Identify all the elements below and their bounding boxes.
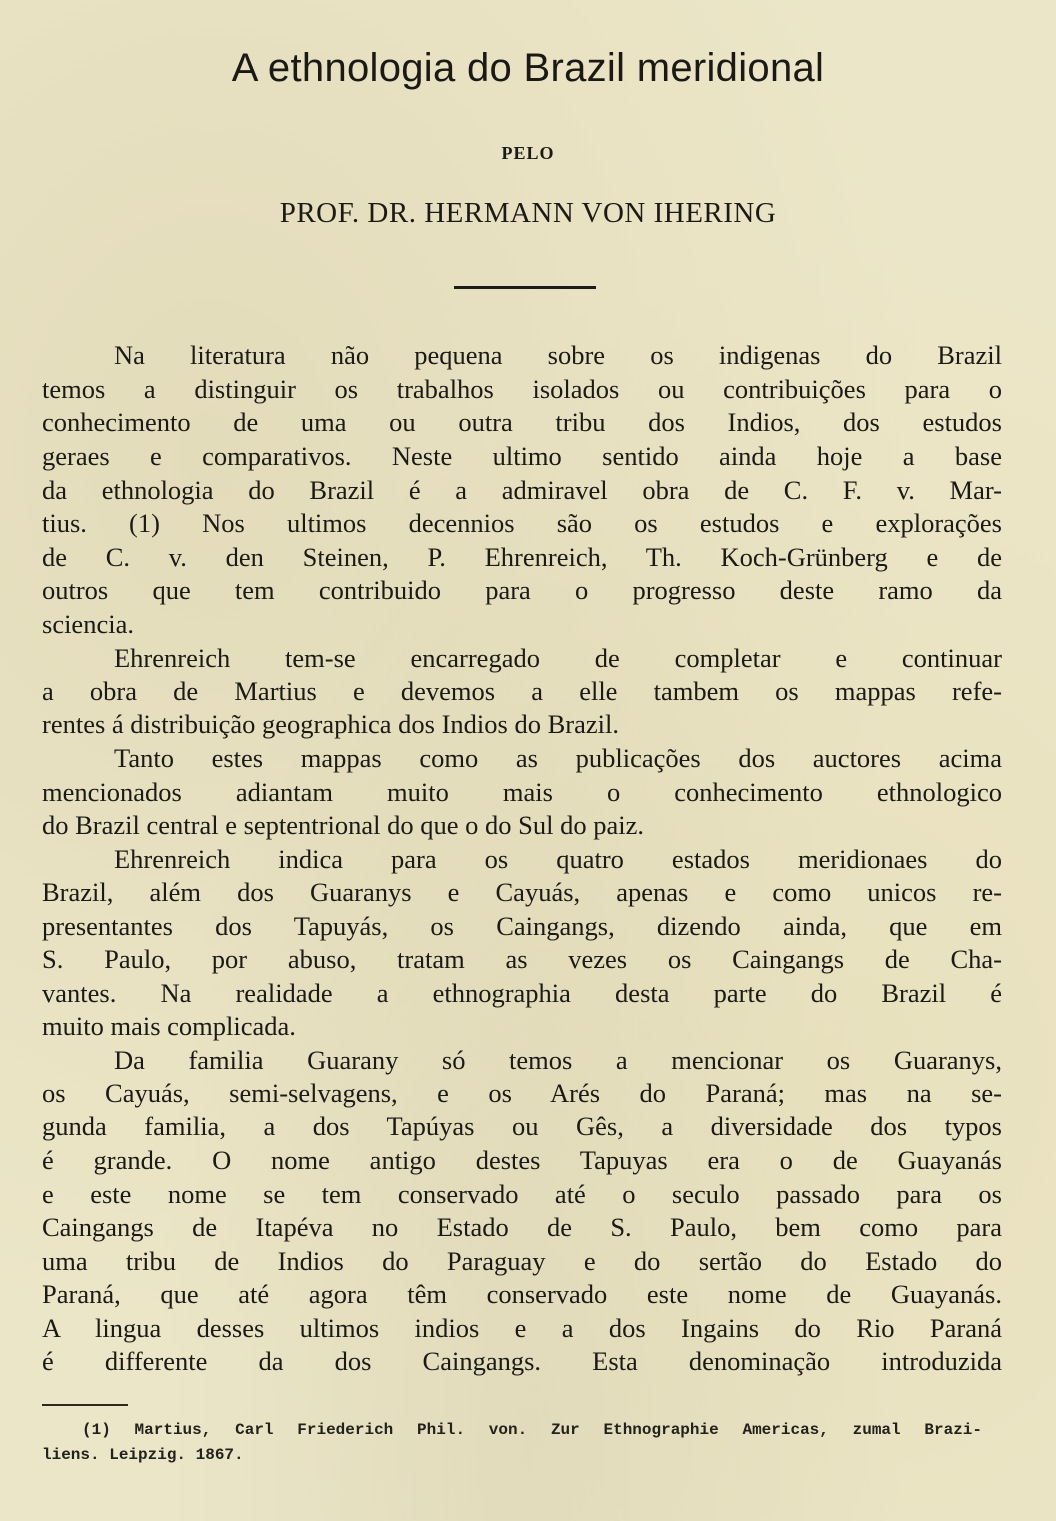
- byline-prefix: PELO: [501, 143, 555, 163]
- body-line: mencionados adiantam muito mais o conhecimento ethnologico: [42, 777, 1002, 807]
- body-line: tius. (1) Nos ultimos decennios são os estudos e explorações: [42, 508, 1002, 538]
- body-line: Tanto estes mappas como as publicações dos auctores acima: [114, 743, 1002, 773]
- body-line: a obra de Martius e devemos a elle tambem os mappas refe-: [42, 676, 1002, 706]
- footnote-line: (1) Martius, Carl Friederich Phil. von. Zur Ethnographie Americas, zumal Brazi-: [82, 1421, 982, 1439]
- body-line: Na literatura não pequena sobre os indigenas do Brazil: [114, 340, 1002, 370]
- title-divider: [454, 286, 596, 289]
- body-line: Ehrenreich indica para os quatro estados meridionaes do: [114, 844, 1002, 874]
- body-line: Paraná, que até agora têm conservado este nome de Guayanás.: [42, 1279, 1002, 1309]
- body-line: os Cayuás, semi-selvagens, e os Arés do Paraná; mas na se-: [42, 1078, 1002, 1108]
- body-line: muito mais complicada.: [42, 1011, 296, 1041]
- body-line: A lingua desses ultimos indios e a dos Ingains do Rio Paraná: [42, 1313, 1002, 1343]
- body-line: Ehrenreich tem-se encarregado de completar e continuar: [114, 643, 1002, 673]
- body-line: uma tribu de Indios do Paraguay e do sertão do Estado do: [42, 1246, 1002, 1276]
- body-line: presentantes dos Tapuyás, os Caingangs, dizendo ainda, que em: [42, 911, 1002, 941]
- footnote-divider: [42, 1404, 128, 1406]
- body-line: vantes. Na realidade a ethnographia desta parte do Brazil é: [42, 978, 1002, 1008]
- body-line: geraes e comparativos. Neste ultimo sentido ainda hoje a base: [42, 441, 1002, 471]
- body-line: S. Paulo, por abuso, tratam as vezes os Caingangs de Cha-: [42, 944, 1002, 974]
- body-line: e este nome se tem conservado até o seculo passado para os: [42, 1179, 1002, 1209]
- body-line: da ethnologia do Brazil é a admiravel obra de C. F. v. Mar-: [42, 475, 1002, 505]
- article-title: A ethnologia do Brazil meridional: [231, 46, 825, 90]
- body-line: do Brazil central e septentrional do que o do Sul do paiz.: [42, 810, 644, 840]
- body-line: gunda familia, a dos Tapúyas ou Gês, a diversidade dos typos: [42, 1111, 1002, 1141]
- body-line: Brazil, além dos Guaranys e Cayuás, apenas e como unicos re-: [42, 877, 1002, 907]
- body-line: temos a distinguir os trabalhos isolados ou contribuições para o: [42, 374, 1002, 404]
- body-line: Da familia Guarany só temos a mencionar os Guaranys,: [114, 1045, 1002, 1075]
- body-line: Caingangs de Itapéva no Estado de S. Paulo, bem como para: [42, 1212, 1002, 1242]
- body-line: é differente da dos Caingangs. Esta denominação introduzida: [42, 1346, 1002, 1376]
- body-line: é grande. O nome antigo destes Tapuyas era o de Guayanás: [42, 1145, 1002, 1175]
- footnote-line: liens. Leipzig. 1867.: [42, 1446, 244, 1464]
- author-name: PROF. DR. HERMANN VON IHERING: [279, 197, 777, 229]
- body-line: de C. v. den Steinen, P. Ehrenreich, Th. Koch-Grünberg e de: [42, 542, 1002, 572]
- body-line: outros que tem contribuido para o progresso deste ramo da: [42, 575, 1002, 605]
- body-line: conhecimento de uma ou outra tribu dos Indios, dos estudos: [42, 407, 1002, 437]
- body-line: rentes á distribuição geographica dos Indios do Brazil.: [42, 709, 619, 739]
- body-line: sciencia.: [42, 609, 134, 639]
